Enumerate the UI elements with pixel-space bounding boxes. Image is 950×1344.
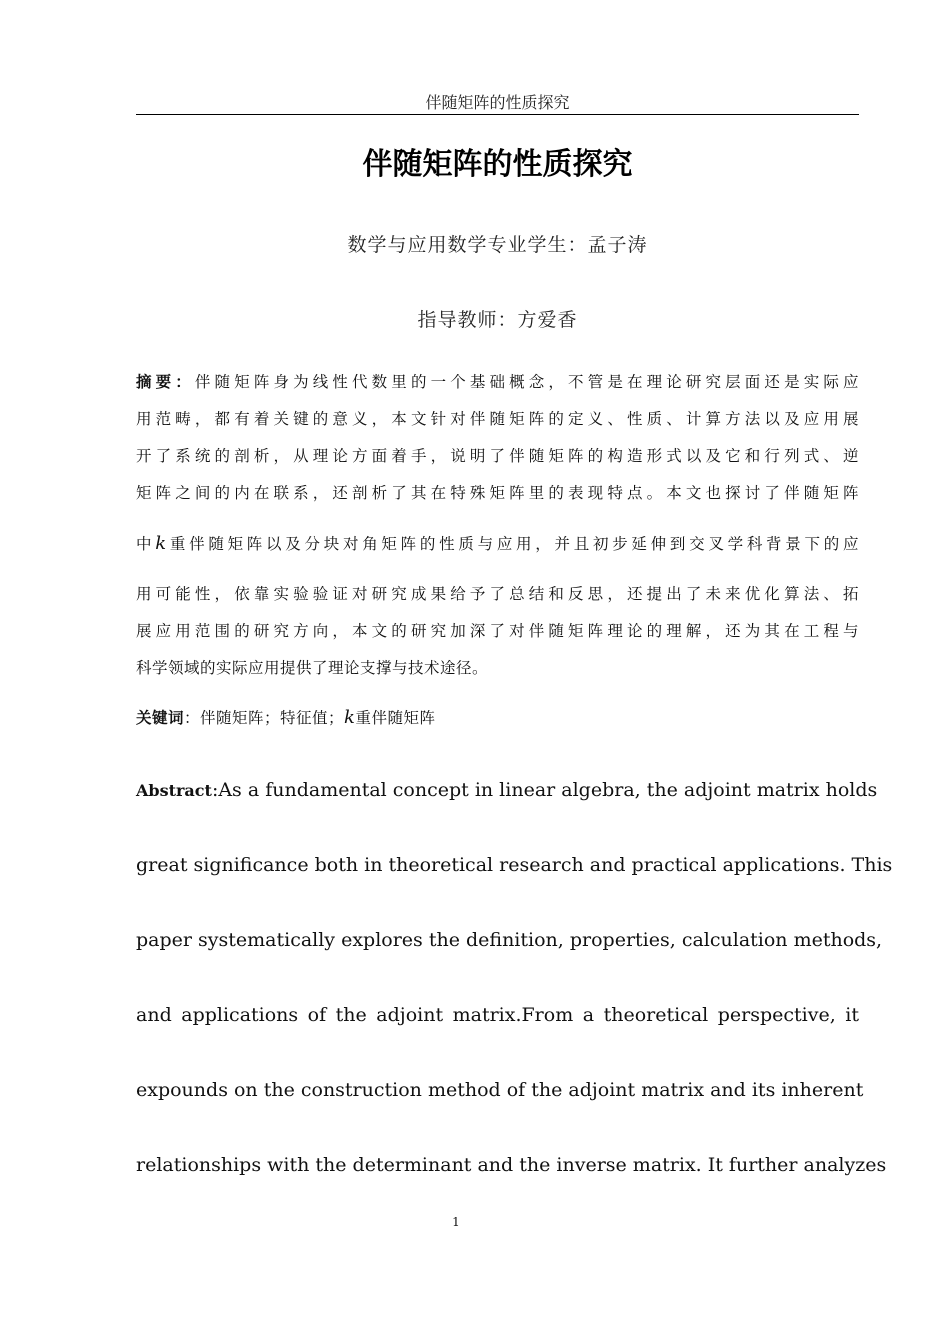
keywords-item: 重伴随矩阵	[355, 709, 436, 727]
header-rule	[136, 114, 859, 115]
cn-abstract-line	[136, 517, 859, 581]
keywords-line	[136, 705, 859, 731]
cn-abstract-text: 重伴随矩阵以及分块对角矩阵的性质与应用，并且初步延伸到交叉学科背景下的应	[166, 535, 859, 553]
advisor-line: 指导教师：方爱香	[417, 309, 578, 331]
document-title: 伴随矩阵的性质探究	[362, 147, 633, 182]
en-abstract-line: great significance both in theoretical research and practical applications. This	[136, 854, 893, 876]
cn-abstract-line: 用范畴，都有着关键的意义，本文针对伴随矩阵的定义、性质、计算方法以及应用展	[136, 410, 859, 428]
en-abstract-line: expounds on the construction method of the adjoint matrix and its inherent	[136, 1079, 864, 1101]
cn-abstract-line: 开了系统的剖析，从理论方面着手，说明了伴随矩阵的构造形式以及它和行列式、逆	[136, 447, 859, 465]
chinese-abstract	[136, 369, 859, 692]
keywords-label: 关键词	[136, 709, 185, 727]
en-abstract-label: Abstract	[136, 781, 212, 800]
cn-abstract-line: 展应用范围的研究方向，本文的研究加深了对伴随矩阵理论的理解，还为其在工程与	[136, 622, 859, 640]
keywords-items: 伴随矩阵；特征值；	[200, 709, 345, 727]
cn-abstract-text: 中	[136, 535, 156, 553]
en-abstract-text: :As a fundamental concept in linear algebra, the adjoint matrix holds	[211, 779, 878, 801]
running-header: 伴随矩阵的性质探究	[425, 93, 570, 112]
en-abstract-line: paper systematically explores the definition, properties, calculation methods,	[136, 929, 883, 951]
en-abstract-line: and applications of the adjoint matrix.From a theoretical perspective, it	[136, 1004, 859, 1026]
en-abstract-line	[136, 776, 878, 851]
cn-abstract-line: 用可能性，依靠实验验证对研究成果给予了总结和反思，还提出了未来优化算法、拓	[136, 585, 859, 603]
cn-abstract-text: 伴随矩阵身为线性代数里的一个基础概念，不管是在理论研究层面还是实际应	[194, 373, 859, 391]
cn-abstract-label: 摘要：	[136, 373, 195, 391]
math-symbol-k: k	[344, 707, 356, 728]
math-symbol-k: k	[155, 533, 167, 554]
page-number: 1	[452, 1215, 460, 1229]
english-abstract	[136, 776, 893, 1226]
cn-abstract-line: 科学领域的实际应用提供了理论支撑与技术途径。	[136, 659, 489, 677]
author-line: 数学与应用数学专业学生：孟子涛	[347, 234, 648, 256]
cn-abstract-line	[136, 369, 859, 406]
keywords-colon: ：	[184, 709, 201, 727]
cn-abstract-line: 矩阵之间的内在联系，还剖析了其在特殊矩阵里的表现特点。本文也探讨了伴随矩阵	[136, 484, 859, 502]
en-abstract-line: relationships with the determinant and the inverse matrix. It further analyzes	[136, 1154, 887, 1176]
